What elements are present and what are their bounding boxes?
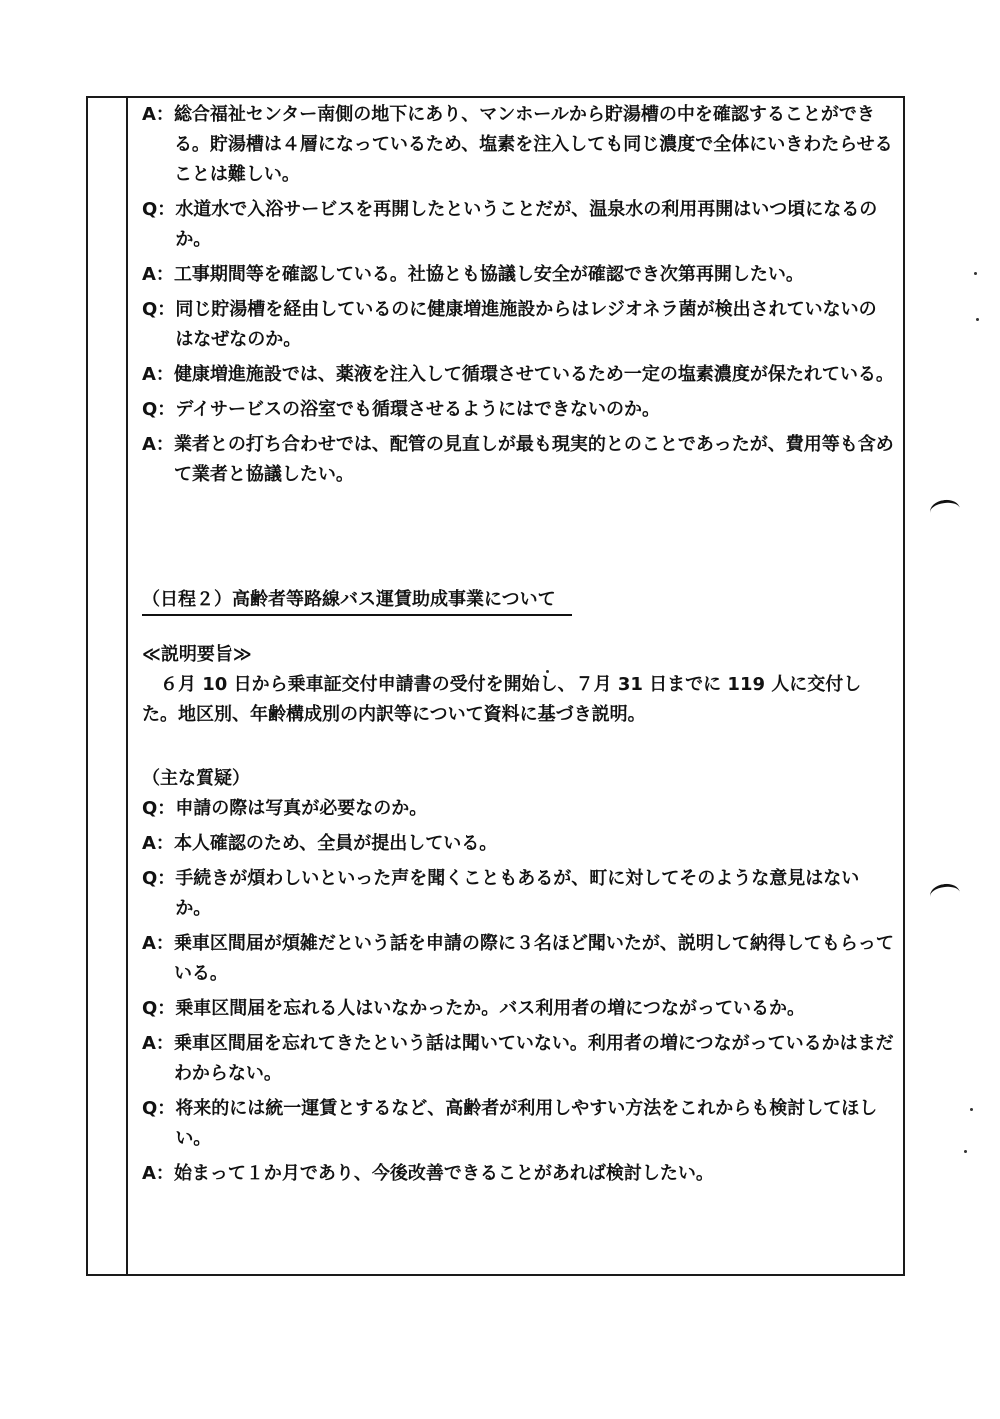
qa-text: 始まって１か月であり、今後改善できることがあれば検討したい。 xyxy=(173,1163,714,1184)
qa-item xyxy=(142,994,894,1024)
section-heading: （日程２）高齢者等路線バス運賃助成事業について xyxy=(142,586,572,616)
qa-mark: Q： xyxy=(142,998,176,1019)
qa-text: 健康増進施設では、薬液を注入して循環させているため一定の塩素濃度が保たれている。 xyxy=(173,364,894,385)
scan-speck xyxy=(970,1108,973,1111)
qa-item xyxy=(142,195,894,255)
qa-text: 手続きが煩わしいといった声を聞くこともあるが、町に対してそのような意見はないか。 xyxy=(175,868,860,919)
qa-item xyxy=(142,295,894,355)
qa-mark: Q： xyxy=(142,1098,176,1119)
qa-mark: A： xyxy=(142,1163,174,1184)
summary-text: ６月 10 日から乗車証交付申請書の受付を開始し、７月 31 日までに 119 人に交付した。地区別、年齢構成別の内訳等について資料に基づき説明。 xyxy=(142,674,862,725)
summary-label: ≪説明要旨≫ xyxy=(142,644,252,665)
qa-mark: A： xyxy=(142,434,174,455)
qa-item xyxy=(142,829,894,859)
qa-item xyxy=(142,260,894,290)
qa-item xyxy=(142,360,894,390)
qa-mark: A： xyxy=(142,933,174,954)
qa-item xyxy=(142,430,894,490)
qa-item xyxy=(142,929,894,989)
qa-label: （主な質疑） xyxy=(142,768,250,789)
section-bus-fare-subsidy xyxy=(142,585,894,1189)
qa-text: 乗車区間届を忘れる人はいなかったか。バス利用者の増につながっているか。 xyxy=(175,998,805,1019)
qa-text: 同じ貯湯槽を経由しているのに健康増進施設からはレジオネラ菌が検出されていないのはなぜなのか。 xyxy=(175,299,877,350)
qa-item xyxy=(142,864,894,924)
qa-item xyxy=(142,1159,894,1189)
qa-mark: A： xyxy=(142,833,174,854)
section-qa-continued xyxy=(142,100,894,490)
qa-mark: Q： xyxy=(142,798,176,819)
qa-item xyxy=(142,1029,894,1089)
qa-mark: Q： xyxy=(142,299,176,320)
qa-item xyxy=(142,395,894,425)
qa-mark: Q： xyxy=(142,399,176,420)
qa-text: 総合福祉センター南側の地下にあり、マンホールから貯湯槽の中を確認することができる。貯湯槽は４層になっているため、塩素を注入しても同じ濃度で全体にいきわたらせることは難しい。 xyxy=(173,104,893,185)
punch-hole-mark xyxy=(929,498,962,523)
qa-text: 工事期間等を確認している。社協とも協議し安全が確認でき次第再開したい。 xyxy=(173,264,804,285)
qa-text: デイサービスの浴室でも循環させるようにはできないのか。 xyxy=(175,399,661,420)
punch-hole-mark xyxy=(929,882,962,907)
qa-text: 本人確認のため、全員が提出している。 xyxy=(173,833,498,854)
qa-text: 水道水で入浴サービスを再開したということだが、温泉水の利用再開はいつ頃になるのか。 xyxy=(175,199,878,250)
scan-speck xyxy=(546,670,549,673)
qa-mark: A： xyxy=(142,264,174,285)
qa-item xyxy=(142,100,894,190)
qa-item xyxy=(142,794,894,824)
column-divider xyxy=(126,96,128,1276)
qa-mark: A： xyxy=(142,364,174,385)
scan-speck xyxy=(976,318,979,321)
qa-mark: A： xyxy=(142,1033,174,1054)
qa-mark: Q： xyxy=(142,199,176,220)
qa-text: 乗車区間届が煩雑だという話を申請の際に３名ほど聞いたが、説明して納得してもらっている。 xyxy=(173,933,894,984)
qa-mark: A： xyxy=(142,104,174,125)
qa-item xyxy=(142,1094,894,1154)
document-body xyxy=(142,100,894,1194)
qa-text: 業者との打ち合わせでは、配管の見直しが最も現実的とのことであったが、費用等も含めて業者と協議したい。 xyxy=(173,434,894,485)
scan-speck xyxy=(974,272,977,275)
qa-text: 将来的には統一運賃とするなど、高齢者が利用しやすい方法をこれからも検討してほしい。 xyxy=(175,1098,878,1149)
qa-mark: Q： xyxy=(142,868,176,889)
qa-text: 乗車区間届を忘れてきたという話は聞いていない。利用者の増につながっているかはまだわからない。 xyxy=(173,1033,894,1084)
scan-speck xyxy=(964,1150,967,1153)
qa-text: 申請の際は写真が必要なのか。 xyxy=(175,798,428,819)
